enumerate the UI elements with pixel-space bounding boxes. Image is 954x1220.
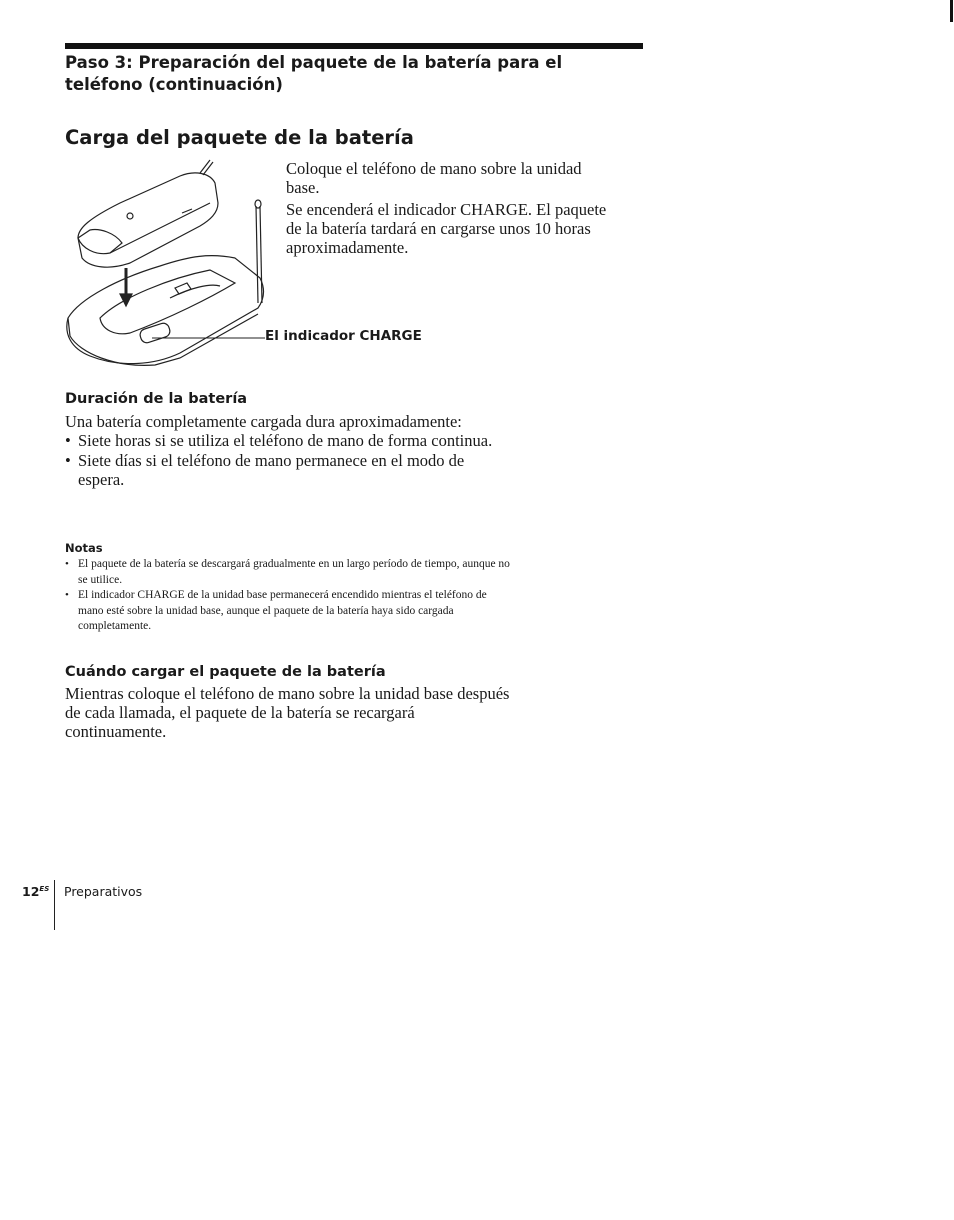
- phone-on-base-illustration: [60, 158, 290, 378]
- instruction-charge-indicator: Se encenderá el indicador CHARGE. El paquete de la batería tardará en cargarse unos 10 horas aproximadamente.: [286, 200, 607, 257]
- list-item: • El paquete de la batería se descargará gradualmente en un largo período de tiempo, aunque no se utilice.: [65, 557, 510, 588]
- list-item: • Siete horas si se utiliza el teléfono de mano de forma continua.: [65, 431, 505, 450]
- when-to-charge-body: [65, 684, 510, 741]
- insertion-arrow: [120, 268, 132, 306]
- charge-indicator-callout: El indicador CHARGE: [265, 328, 422, 344]
- base-antenna: [255, 200, 262, 303]
- instruction-place-handset: Coloque el teléfono de mano sobre la unidad base.: [286, 159, 582, 197]
- base-unit: [67, 256, 264, 366]
- notes-heading: Notas: [65, 541, 103, 555]
- charging-instructions: [286, 159, 616, 260]
- list-item: • El indicador CHARGE de la unidad base permanecerá encendido mientras el teléfono de mano esté sobre la unidad base, aunque el paquete de la batería haya sido cargada completamente.: [65, 588, 510, 635]
- handset: [78, 160, 218, 267]
- battery-life-list: [65, 431, 505, 489]
- list-item: • Siete días si el teléfono de mano permanece en el modo de espera.: [65, 451, 505, 489]
- page-number-suffix: ES: [39, 885, 50, 893]
- battery-life-heading: Duración de la batería: [65, 391, 248, 407]
- footer-divider: [54, 880, 55, 930]
- chapter-label: Preparativos: [64, 884, 143, 899]
- notes-list: [65, 557, 510, 635]
- when-to-charge-heading: Cuándo cargar el paquete de la batería: [65, 664, 386, 680]
- header-rule: [65, 43, 643, 49]
- section-title: Carga del paquete de la batería: [65, 126, 414, 149]
- page-edge-mark: [950, 0, 953, 22]
- when-to-charge-text: Mientras coloque el teléfono de mano sobre la unidad base después de cada llamada, el paquete de la batería se recargará continuamente.: [65, 684, 510, 741]
- battery-life-intro: Una batería completamente cargada dura aproximadamente:: [65, 412, 462, 431]
- battery-life-body: [65, 412, 505, 490]
- step-title: Paso 3: Preparación del paquete de la batería para el teléfono (continuación): [65, 53, 563, 94]
- page-number: $12^{ES}$: [22, 884, 50, 899]
